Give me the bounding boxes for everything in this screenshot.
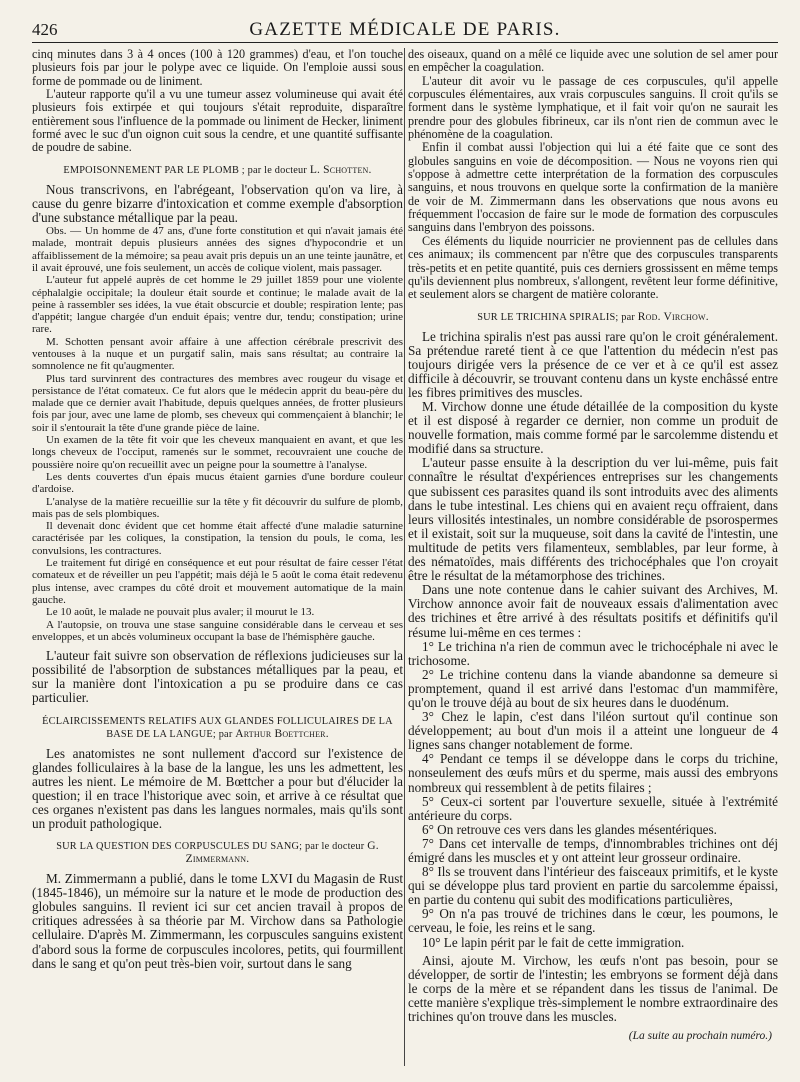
observation-paragraph: M. Schotten pensant avoir affaire à une affection cérébrale prescrivit des ventouses à la nuque et un purgatif salin, mais sans résultat; au contraire la somnolence ne fit qu'augmenter. bbox=[32, 335, 403, 373]
paragraph: L'auteur dit avoir vu le passage de ces corpuscules, qu'il appelle corpuscules élémentaires, aux vrais corpuscules sanguins. Il croit qu'ils se forment dans le système lymphatique, et il fait voir qu'on ne saurait les prendre pour des globules fibrineux, car ils n'ont rien de commun avec le phénomène de la coagulation. bbox=[408, 73, 778, 142]
observation-paragraph: L'auteur fut appelé auprès de cet homme le 29 juillet 1859 pour une violente céphalalgie occipitale; la douleur était sourde et continue; le malade avait de la peine à rassembler ses idées, la vue était obscurcie et double; respiration lente; pas d'appétit; langue chargée d'un enduit épais; ventre dur, tendu; constipation; urine rare. bbox=[32, 274, 403, 336]
paragraph: Enfin il combat aussi l'objection qui lui a été faite que ce sont des globules sanguins en voie de décomposition. — Nous ne voyons rien qui s'oppose à admettre cette interprétation de la formation des corpuscules sanguins, et nous trouvons en quelque sorte la confirmation de la manière de voir de M. Zimmermann dans les observations que nous avons eu fréquemment l'occasion de faire sur le mode de formation des corpuscules sanguins dans l'embryon des poissons. bbox=[408, 140, 778, 235]
article-title: ÉCLAIRCISSEMENTS RELATIFS AUX GLANDES FOLLICULAIRES DE LA BASE DE LA LANGUE; par bbox=[42, 715, 393, 740]
right-column bbox=[408, 48, 778, 1070]
numbered-item: 8° Ils se trouvent dans l'intérieur des faisceaux primitifs, et le kyste qui se développe plus tard provient en partie du sarcolemme épaissi, en partie du contenu qui subit des modifications particulières, bbox=[408, 864, 778, 908]
observation-paragraph: Le traitement fut dirigé en conséquence et eut pour résultat de faire cesser l'état comateux et de réveiller un peu l'appétit; mais déjà le 5 août le coma était redevenu plus intense, avec crampes du côté droit et mouvement automatique de la main gauche. bbox=[32, 557, 403, 606]
paragraph: Le trichina spiralis n'est pas aussi rare qu'on le croit généralement. Sa prétendue rareté tient à ce que l'attention du médecin n'est pas toujours dirigée vers la présence de ce ver et à ce qu'il est assez difficile à découvrir, se trouvant contenu dans un kyste enchâssé entre les fibres primitives des muscles. bbox=[408, 328, 778, 400]
journal-title: GAZETTE MÉDICALE DE PARIS. bbox=[249, 19, 561, 40]
paragraph: Dans une note contenue dans le cahier suivant des Archives, M. Virchow annonce avoir fait de nouveaux essais d'alimentation avec des trichines et être arrivé à des résultats positifs et définitifs qu'il résume lui-même en ces termes : bbox=[408, 582, 778, 640]
article-heading bbox=[32, 840, 403, 866]
numbered-item: 5° Ceux-ci sortent par l'ouverture sexuelle, située à l'extrémité antérieure du corps. bbox=[408, 793, 778, 823]
article-heading bbox=[408, 311, 778, 324]
left-column bbox=[32, 48, 403, 1070]
observation-paragraph: A l'autopsie, on trouva une stase sanguine considérable dans le cerveau et ses enveloppes, et un abcès volumineux occupant la base de l'hémisphère gauche. bbox=[32, 618, 403, 643]
paragraph: Ces éléments du liquide nourricier ne proviennent pas de cellules dans ces animaux; ils commencent par n'être que des corpuscules transparents très-petits et en petite quantité, puis ces derniers grossissent en même temps qu'ils deviennent plus nombreux, s'allongent, revêtent leur forme définitive, et seulement alors se chargent de matière colorante. bbox=[408, 233, 778, 302]
continued-note: (La suite au prochain numéro.) bbox=[628, 1030, 772, 1043]
paragraph: des oiseaux, quand on a mêlé ce liquide avec une solution de sel amer pour en empêcher la coagulation. bbox=[408, 48, 778, 75]
paragraph: Les anatomistes ne sont nullement d'accord sur l'existence de glandes folliculaires à la base de la langue, les uns les admettent, les autres les nient. Le mémoire de M. Bœttcher a pour but d'élucider la question; il en trace l'historique avec soin, et arrive à ce résultat que ces organes n'existent pas dans les langues normales, mais qu'ils sont un produit pathologique. bbox=[32, 745, 403, 831]
observation-paragraph: Les dents couvertes d'un épais mucus étaient garnies d'une bordure couleur d'ardoise. bbox=[32, 470, 403, 496]
article-title: EMPOISONNEMENT PAR LE PLOMB ; par le docteur bbox=[63, 164, 310, 176]
article-author: Arthur Boettcher. bbox=[235, 727, 329, 740]
numbered-item: 2° Le trichine contenu dans la viande abandonne sa demeure si promptement, quand il est arrivé dans l'estomac d'un mammifère, qu'on le trouve déjà au bout de six heures dans le duodénum. bbox=[408, 666, 778, 710]
paragraph: cinq minutes dans 3 à 4 onces (100 à 120 grammes) d'eau, et l'on touche plusieurs fois par jour le polype avec ce liquide. On l'emploie aussi sous forme de pommade ou de liniment. bbox=[32, 48, 403, 88]
observation-paragraph: Le 10 août, le malade ne pouvait plus avaler; il mourut le 13. bbox=[46, 606, 315, 619]
article-title: SUR LE TRICHINA SPIRALIS; par bbox=[477, 311, 638, 323]
article-heading bbox=[32, 715, 403, 741]
column-divider bbox=[404, 48, 405, 1066]
paragraph: L'auteur fait suivre son observation de réflexions judicieuses sur la possibilité de l'absorption de substances métalliques par la peau, et sur la manière dont l'intoxication a pu se produire dans ce cas particulier. bbox=[32, 648, 403, 706]
paragraph: Nous transcrivons, en l'abrégeant, l'observation qu'on va lire, à cause du genre bizarre d'intoxication et comme exemple d'absorption d'une substance métallique par la peau. bbox=[32, 181, 403, 225]
numbered-item: 4° Pendant ce temps il se développe dans le corps du trichine, nonseulement des œufs mûrs et du sperme, mais aussi des embryons nombreux qui ressemblent à de petits filaires ; bbox=[408, 751, 778, 795]
page-header bbox=[32, 14, 778, 43]
paragraph: L'auteur rapporte qu'il a vu une tumeur assez volumineuse qui avait été plusieurs fois extirpée et qui toujours s'était reproduite, disparaître entièrement sous l'influence de la pommade ou liniment de Hecker, liniment formé avec le suc d'un oignon cuit sous la cendre, et une quantité suffisante de poudre de sabine. bbox=[32, 87, 403, 155]
article-heading bbox=[32, 164, 403, 177]
paragraph: M. Virchow donne une étude détaillée de la composition du kyste et il est disposé à regarder ce dernier, non comme un produit de nouvelle formation, mais comme formé par le sarcolemme distendu et modifié dans sa structure. bbox=[408, 399, 778, 457]
article-author: G. Zimmermann. bbox=[185, 840, 379, 866]
page-number: 426 bbox=[32, 20, 58, 39]
observation-paragraph: Obs. — Un homme de 47 ans, d'une forte constitution et qui n'avait jamais été malade, montrait depuis plusieurs années des signes d'hypocondrie et un affaiblissement de la mémoire; sa peau avait pris depuis un an une teinte jaunâtre, et il avait éprouvé, une fois seulement, un accès de colique violent, mais passager. bbox=[32, 225, 403, 274]
numbered-item: 10° Le lapin périt par le fait de cette immigration. bbox=[422, 934, 685, 950]
numbered-item: 3° Chez le lapin, c'est dans l'iléon surtout qu'il continue son développement; au bout d'un mois il a atteint une longueur de 4 lignes sans changer notablement de forme. bbox=[408, 709, 778, 753]
numbered-item: 1° Le trichina n'a rien de commun avec le trichocéphale ni avec le trichosome. bbox=[408, 638, 778, 668]
paragraph: L'auteur passe ensuite à la description du ver lui-même, puis fait connaître le résultat d'expériences entreprises sur les changements que subissent ces parasites quand ils sont introduits avec des aliments dans le tube intestinal. Les chiens qui en avaient reçu offraient, dans leurs villosités intestinales, un nombre considérable de psorospermes et il existait, soit sur la muqueuse, soit dans la cavité de l'intestin, une multitude de petits vers filamenteux, semblables, par leur forme, à des nématoïdes, mais différents des trichocéphales que l'on croyait être le résultat de la métamorphose des trichines. bbox=[408, 455, 778, 584]
observation-paragraph: L'analyse de la matière recueillie sur la tête y fit découvrir du sulfure de plomb, mais pas de sels plombiques. bbox=[32, 495, 403, 520]
numbered-item: 6° On retrouve ces vers dans les glandes mésentériques. bbox=[422, 821, 717, 837]
numbered-item: 9° On n'a pas trouvé de trichines dans le cœur, les poumons, le cerveau, le foie, les reins et le sang. bbox=[408, 906, 778, 936]
observation-paragraph: Un examen de la tête fit voir que les cheveux manquaient en avant, et que les longs cheveux de l'occiput, ramenés sur le sommet, recouvraient une couche de poussière noire qu'on recueillit avec un peigne pour la soumettre à l'analyse. bbox=[32, 434, 403, 471]
paragraph: M. Zimmermann a publié, dans le tome LXVI du Magasin de Rust (1845-1846), un mémoire sur la nature et le mode de production des globules sanguins. Il revient ici sur cet ancien travail à propos de critiques adressées à sa théorie par M. Virchow dans sa Pathologie cellulaire. D'après M. Zimmermann, les corpuscules sanguins existent d'abord sous la forme de corpuscules incolores, petits, qui fourmillent dans le sang et qu'on peut très-bien voir, surtout dans le sang bbox=[32, 871, 403, 971]
paragraph: Ainsi, ajoute M. Virchow, les œufs n'ont pas besoin, pour se développer, de sortir de l'intestin; les embryons se forment déjà dans le corps de la mère et se répandent dans les tissus de l'animal. De cette manière s'explique très-simplement le nombre extraordinaire des trichines qu'on trouve dans les muscles. bbox=[408, 952, 778, 1025]
numbered-item: 7° Dans cet intervalle de temps, d'innombrables trichines ont déj émigré dans les muscles et y ont atteint leur grosseur ordinaire. bbox=[408, 835, 778, 865]
article-author: L. Schotten. bbox=[309, 163, 372, 176]
observation-paragraph: Il devenait donc évident que cet homme était affecté d'une maladie saturnine caractérisée par les coliques, la constipation, la tension du pouls, le coma, les convulsions, les contractures. bbox=[32, 520, 403, 557]
article-title: SUR LA QUESTION DES CORPUSCULES DU SANG; par le docteur bbox=[56, 841, 368, 853]
observation-paragraph: Plus tard survinrent des contractures des membres avec rougeur du visage et persistance de l'état comateux. Ce fut alors que le médecin apprit du beau-père du malade que ce dernier avait l'habitude, depuis quelques années, de frotter plusieurs fois par jour, avec une lame de plomb, ses cheveux qui commençaient à blanchir; le soir il s'entourait la tête d'une grande pièce de laine. bbox=[32, 372, 403, 434]
article-author: Rod. Virchow. bbox=[637, 310, 709, 323]
